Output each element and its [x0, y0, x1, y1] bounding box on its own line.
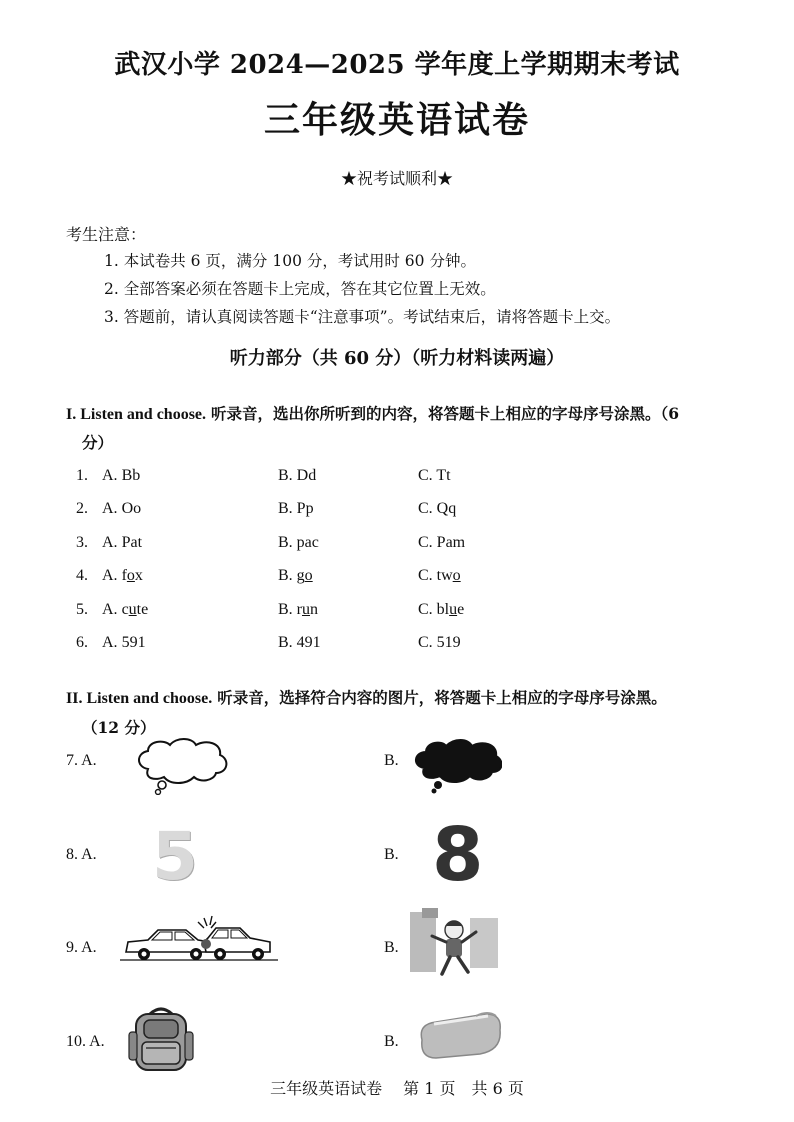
- question-number: 3.: [76, 534, 88, 551]
- page-footer: 三年级英语试卷 第 1 页 共 6 页: [270, 1079, 524, 1098]
- option-a[interactable]: A. 591: [102, 634, 146, 651]
- question-number: 7. A.: [66, 752, 97, 769]
- white-cloud-icon[interactable]: [134, 737, 230, 795]
- option-a[interactable]: A. cute: [102, 601, 149, 618]
- option-label: B.: [384, 752, 399, 769]
- question-number: 8. A.: [66, 846, 97, 863]
- listening-section-heading: 听力部分（共 60 分）（听力材料读两遍）: [229, 348, 565, 369]
- option-a[interactable]: A. Oo: [102, 500, 142, 517]
- option-b[interactable]: B. Pp: [278, 500, 314, 517]
- option-b[interactable]: B. Dd: [278, 467, 317, 484]
- question-number: 10. A.: [66, 1033, 105, 1050]
- question-number: 1.: [76, 467, 88, 484]
- option-c[interactable]: C. Tt: [418, 467, 451, 484]
- part1-title-cont: 分）: [82, 433, 114, 452]
- option-c[interactable]: C. two: [418, 567, 461, 584]
- part1-title-en: I. Listen and choose.: [66, 406, 207, 423]
- option-b[interactable]: B. run: [278, 601, 318, 618]
- option-label: B.: [384, 846, 399, 863]
- black-cloud-icon[interactable]: [412, 738, 502, 794]
- option-b[interactable]: B. pac: [278, 534, 319, 551]
- running-boy-icon[interactable]: [408, 908, 500, 980]
- question-number: 6.: [76, 634, 88, 651]
- question-number: 4.: [76, 567, 88, 584]
- question-number: 5.: [76, 601, 88, 618]
- option-b[interactable]: B. go: [278, 567, 313, 584]
- part2-title-cn: 听录音，选择符合内容的图片，将答题卡上相应的字母序号涂黑。: [217, 688, 667, 707]
- question-number: 2.: [76, 500, 88, 517]
- option-c[interactable]: C. blue: [418, 601, 465, 618]
- option-b[interactable]: B. 491: [278, 634, 321, 651]
- part2-title-en: II. Listen and choose.: [66, 690, 213, 707]
- option-label: B.: [384, 939, 399, 956]
- pencil-case-icon[interactable]: [416, 1010, 504, 1062]
- option-a[interactable]: A. Bb: [102, 467, 141, 484]
- good-luck-wish: ★祝考试顺利★: [340, 169, 453, 188]
- part2-title-cont: （12 分）: [82, 718, 156, 737]
- digit-eight-icon[interactable]: 8: [432, 812, 484, 898]
- exam-title-line1: 武汉小学 2024—2025 学年度上学期期末考试: [114, 50, 680, 80]
- part2-instruction: [66, 686, 667, 708]
- option-c[interactable]: C. Qq: [418, 500, 457, 517]
- notice-heading: 考生注意：: [66, 225, 147, 244]
- notice-item: 3. 答题前，请认真阅读答题卡“注意事项”。考试结束后，请将答题卡上交。: [104, 308, 621, 326]
- backpack-icon[interactable]: [126, 1004, 196, 1072]
- car-crash-icon[interactable]: [120, 914, 278, 966]
- option-a[interactable]: A. Pat: [102, 534, 143, 551]
- option-c[interactable]: C. Pam: [418, 534, 466, 551]
- option-c[interactable]: C. 519: [418, 634, 461, 651]
- option-a[interactable]: A. fox: [102, 567, 143, 584]
- part1-instruction: [66, 402, 679, 424]
- option-label: B.: [384, 1033, 399, 1050]
- notice-item: 2. 全部答案必须在答题卡上完成，答在其它位置上无效。: [104, 280, 496, 298]
- exam-title-line2: 三年级英语试卷: [263, 99, 530, 141]
- part1-title-cn: 听录音，选出你所听到的内容，将答题卡上相应的字母序号涂黑。（6: [210, 404, 680, 423]
- digit-five-icon[interactable]: 5: [152, 818, 198, 895]
- notice-item: 1. 本试卷共 6 页，满分 100 分，考试用时 60 分钟。: [104, 252, 476, 270]
- question-number: 9. A.: [66, 939, 97, 956]
